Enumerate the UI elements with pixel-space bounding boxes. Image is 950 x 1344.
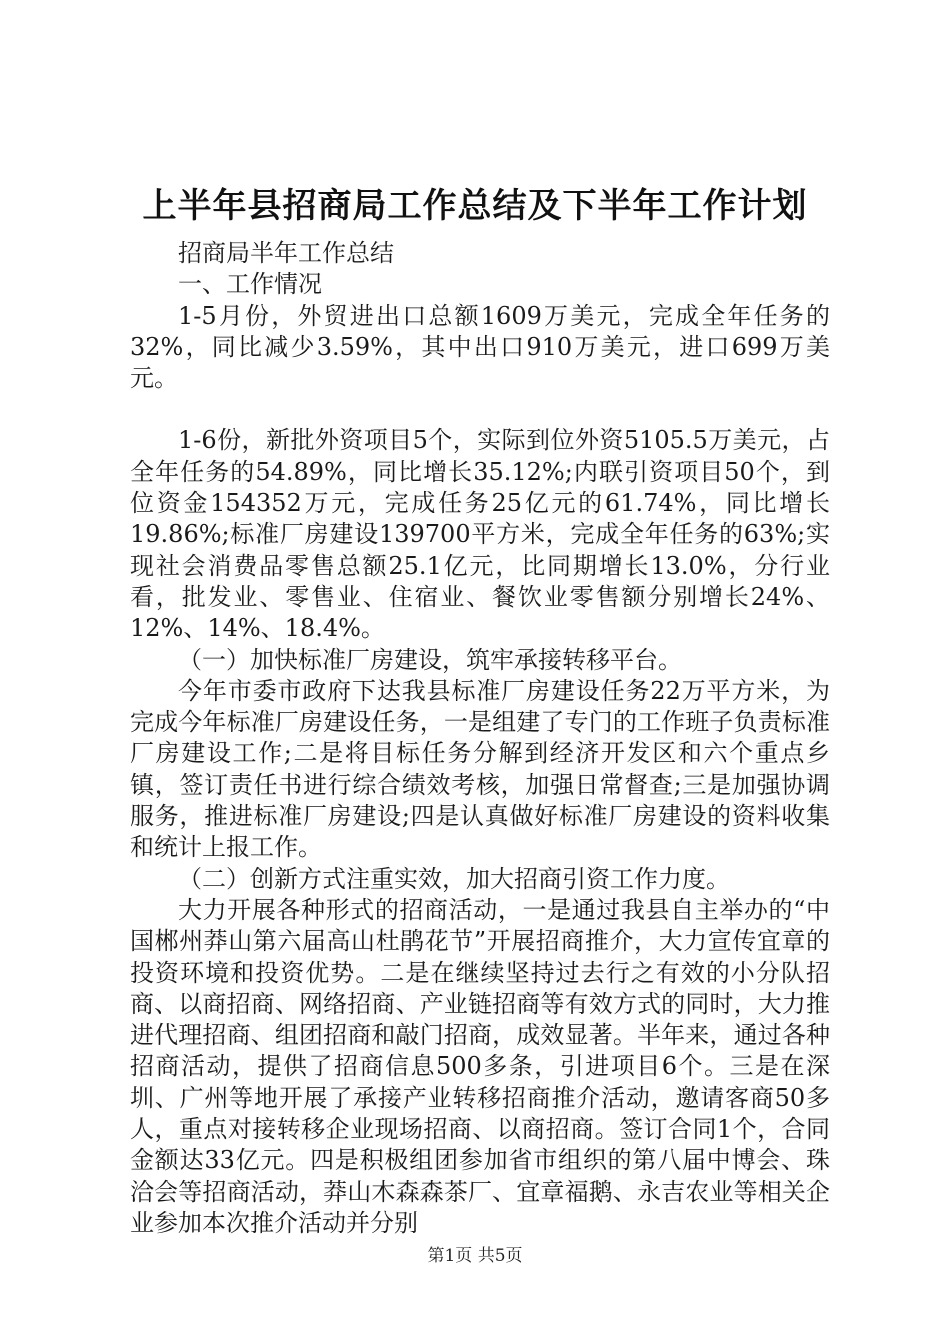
page-footer: 第1页 共5页 [427,1246,523,1266]
subsection-heading: （二）创新方式注重实效，加大招商引资工作力度。 [178,864,730,893]
subsection-heading: （一）加快标准厂房建设，筑牢承接转移平台。 [178,645,682,674]
body-paragraph: 今年市委市政府下达我县标准厂房建设任务22万平方米，为完成今年标准厂房建设任务，一是组建了专门的工作班子负责标准厂房建设工作;二是将目标任务分解到经济开发区和六个重点乡镇，签订责任书进行综合绩效考核，加强日常督查;三是加强协调服务，推进标准厂房建设;四是认真做好标准厂房建设的资料收集和统计上报工作。 [130,676,830,862]
body-paragraph: 大力开展各种形式的招商活动，一是通过我县自主举办的“中国郴州莽山第六届高山杜鹃花节”开展招商推介，大力宣传宜章的投资环境和投资优势。二是在继续坚持过去行之有效的小分队招商、以商招商、网络招商、产业链招商等有效方式的同时，大力推进代理招商、组团招商和敲门招商，成效显著。半年来，通过各种招商活动，提供了招商信息500多条，引进项目6个。三是在深圳、广州等地开展了承接产业转移招商推介活动，邀请客商50多人，重点对接转移企业现场招商、以商招商。签订合同1个，合同金额达33亿元。四是积极组团参加省市组织的第八届中博会、珠洽会等招商活动，莽山木森森茶厂、宜章福鹅、永吉农业等相关企业参加本次推介活动并分别 [130,895,830,1237]
document-title: 上半年县招商局工作总结及下半年工作计划 [142,186,808,226]
body-paragraph: 1-6份，新批外资项目5个，实际到位外资5105.5万美元，占全年任务的54.89%，同比增长35.12%;内联引资项目50个，到位资金154352万元，完成任务25亿元的61.74%，同比增长19.86%;标准厂房建设139700平方米，完成全年任务的63%;实现社会消费品零售总额25.1亿元，比同期增长13.0%，分行业看，批发业、零售业、住宿业、餐饮业零售额分别增长24%、12%、14%、18.4%。 [130,426,830,643]
section-heading: 一、工作情况 [178,270,322,299]
subtitle-paragraph: 招商局半年工作总结 [178,239,394,267]
body-paragraph: 1-5月份，外贸进出口总额1609万美元，完成全年任务的32%，同比减少3.59%，其中出口910万美元，进口699万美元。 [130,301,830,393]
document-body [130,238,830,1239]
